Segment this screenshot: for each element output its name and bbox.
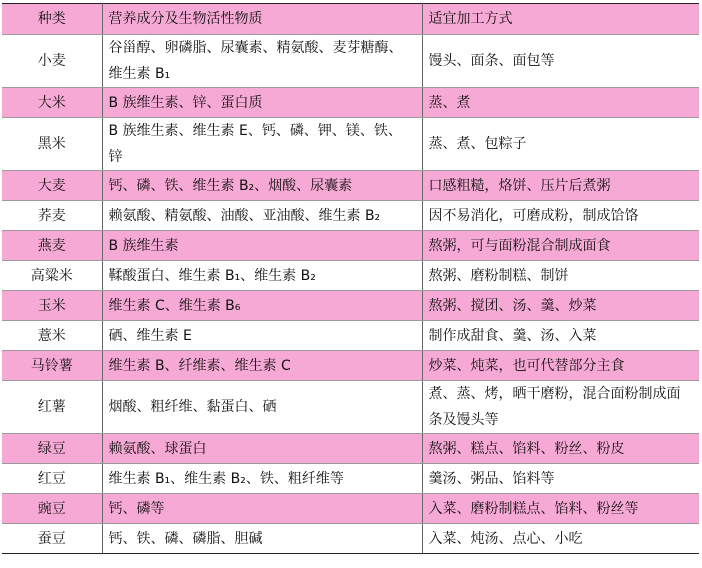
cell-processing: 熬粥、糕点、馅料、粉丝、粉皮 [422, 434, 699, 464]
cell-kind: 玉米 [2, 291, 102, 321]
header-nutrients: 营养成分及生物活性物质 [102, 4, 422, 35]
cell-nutrients: 维生素 B₁、维生素 B₂、铁、粗纤维等 [102, 464, 422, 494]
cell-processing: 煮、蒸、烤，晒干磨粉，混合面粉制成面条及馒头等 [422, 381, 699, 434]
cell-kind: 小麦 [2, 35, 102, 88]
table-row [2, 524, 699, 554]
cell-processing: 蒸、煮、包粽子 [422, 118, 699, 171]
cell-processing: 羹汤、粥品、馅料等 [422, 464, 699, 494]
cell-kind: 荞麦 [2, 201, 102, 231]
table-row [2, 35, 699, 88]
cell-processing: 入菜、炖汤、点心、小吃 [422, 524, 699, 554]
food-nutrition-table [2, 3, 699, 554]
table-header [2, 4, 699, 35]
header-row [2, 4, 699, 35]
cell-kind: 红豆 [2, 464, 102, 494]
table-row [2, 351, 699, 381]
cell-kind: 薏米 [2, 321, 102, 351]
cell-nutrients: 烟酸、粗纤维、黏蛋白、硒 [102, 381, 422, 434]
cell-nutrients: 钙、铁、磷、磷脂、胆碱 [102, 524, 422, 554]
cell-processing: 因不易消化，可磨成粉，制成饸饹 [422, 201, 699, 231]
table-row [2, 434, 699, 464]
cell-kind: 燕麦 [2, 231, 102, 261]
cell-kind: 蚕豆 [2, 524, 102, 554]
table-row [2, 464, 699, 494]
table-body [2, 35, 699, 554]
cell-processing: 口感粗糙，烙饼、压片后煮粥 [422, 171, 699, 201]
cell-nutrients: 赖氨酸、球蛋白 [102, 434, 422, 464]
cell-processing: 入菜、磨粉制糕点、馅料、粉丝等 [422, 494, 699, 524]
table-row [2, 321, 699, 351]
cell-nutrients: B 族维生素、维生素 E、钙、磷、钾、镁、铁、锌 [102, 118, 422, 171]
table-row [2, 201, 699, 231]
table-row [2, 171, 699, 201]
table-row [2, 118, 699, 171]
cell-nutrients: 钙、磷、铁、维生素 B₂、烟酸、尿囊素 [102, 171, 422, 201]
cell-nutrients: 维生素 B、纤维素、维生素 C [102, 351, 422, 381]
cell-processing: 馒头、面条、面包等 [422, 35, 699, 88]
cell-kind: 大麦 [2, 171, 102, 201]
cell-kind: 大米 [2, 88, 102, 118]
cell-nutrients: 维生素 C、维生素 B₆ [102, 291, 422, 321]
table-row [2, 291, 699, 321]
cell-processing: 炒菜、炖菜，也可代替部分主食 [422, 351, 699, 381]
cell-nutrients: 谷甾醇、卵磷脂、尿囊素、精氨酸、麦芽糖酶、维生素 B₁ [102, 35, 422, 88]
table-row [2, 88, 699, 118]
table-row [2, 261, 699, 291]
cell-processing: 熬粥，可与面粉混合制成面食 [422, 231, 699, 261]
cell-nutrients: 硒、维生素 E [102, 321, 422, 351]
cell-processing: 熬粥、磨粉制糕、制饼 [422, 261, 699, 291]
cell-nutrients: 钙、磷等 [102, 494, 422, 524]
cell-kind: 马铃薯 [2, 351, 102, 381]
header-kind: 种类 [2, 4, 102, 35]
cell-kind: 绿豆 [2, 434, 102, 464]
table-row [2, 494, 699, 524]
cell-processing: 蒸、煮 [422, 88, 699, 118]
cell-processing: 熬粥、搅团、汤、羹、炒菜 [422, 291, 699, 321]
header-processing: 适宜加工方式 [422, 4, 699, 35]
cell-nutrients: B 族维生素、锌、蛋白质 [102, 88, 422, 118]
cell-kind: 黑米 [2, 118, 102, 171]
cell-kind: 豌豆 [2, 494, 102, 524]
table-row [2, 381, 699, 434]
cell-nutrients: B 族维生素 [102, 231, 422, 261]
cell-nutrients: 赖氨酸、精氨酸、油酸、亚油酸、维生素 B₂ [102, 201, 422, 231]
table-row [2, 231, 699, 261]
cell-kind: 红薯 [2, 381, 102, 434]
cell-processing: 制作成甜食、羹、汤、入菜 [422, 321, 699, 351]
cell-kind: 高粱米 [2, 261, 102, 291]
cell-nutrients: 鞣酸蛋白、维生素 B₁、维生素 B₂ [102, 261, 422, 291]
